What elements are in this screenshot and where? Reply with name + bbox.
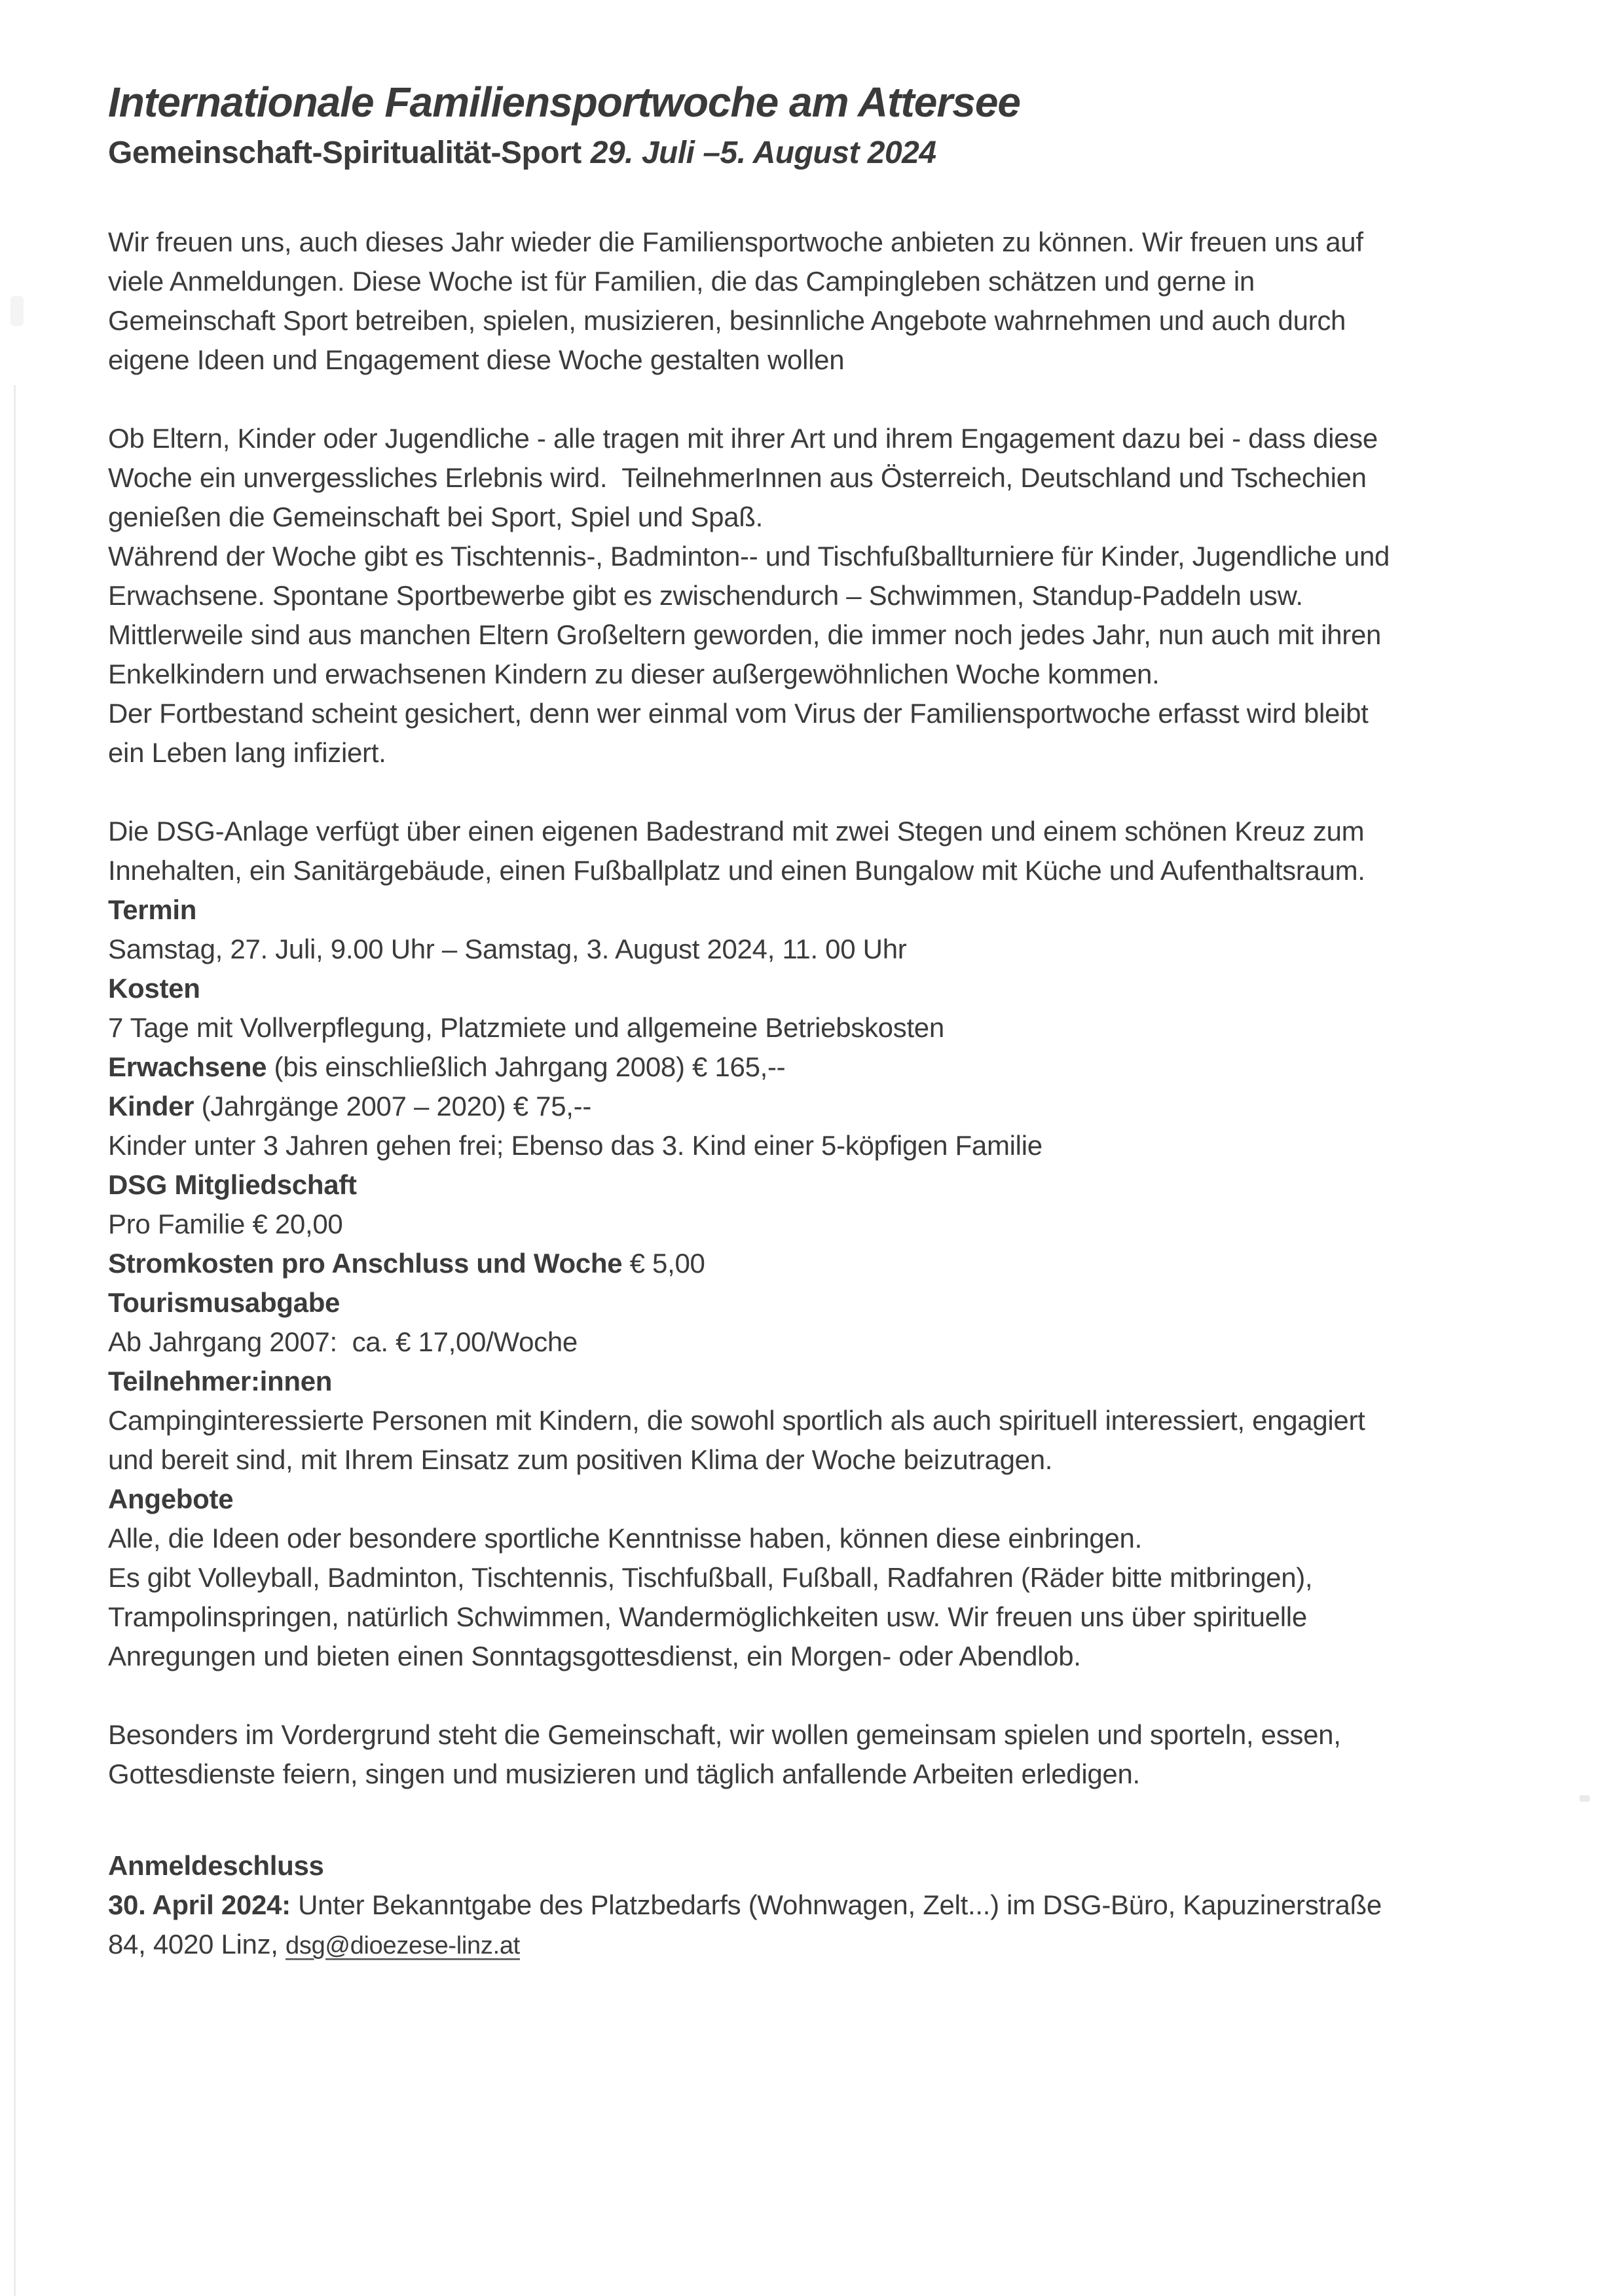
text-run: Der Fortbestand scheint gesichert, denn wer einmal vom Virus der Familiensportwoche erfasst wird bleibt: [108, 698, 1369, 729]
text-line: [108, 1362, 1559, 1401]
text-run: 7 Tage mit Vollverpflegung, Platzmiete und allgemeine Betriebskosten: [108, 1012, 944, 1043]
text-line: [108, 969, 1559, 1008]
inline-heading: Tourismusabgabe: [108, 1287, 341, 1318]
text-line: [108, 1048, 1559, 1087]
document-content: [108, 77, 1559, 2005]
text-run: Ob Eltern, Kinder oder Jugendliche - alle tragen mit ihrer Art und ihrem Engagement dazu bei - dass diese: [108, 423, 1378, 454]
text-run: Kinder unter 3 Jahren gehen frei; Ebenso das 3. Kind einer 5-köpfigen Familie: [108, 1130, 1043, 1161]
text-line: [108, 1558, 1559, 1597]
text-run: Samstag, 27. Juli, 9.00 Uhr – Samstag, 3. August 2024, 11. 00 Uhr: [108, 934, 907, 964]
text-run: viele Anmeldungen. Diese Woche ist für Familien, die das Campingleben schätzen und gerne in: [108, 266, 1255, 297]
text-run: Woche ein unvergessliches Erlebnis wird. TeilnehmerInnen aus Österreich, Deutschland und Tschechien: [108, 462, 1367, 493]
text-line: [108, 890, 1559, 930]
text-line: [108, 1322, 1559, 1362]
text-line: [108, 1755, 1559, 1794]
inline-heading: Termin: [108, 894, 197, 925]
scan-artifact-dot: [1579, 1795, 1590, 1802]
text-line: [108, 1126, 1559, 1165]
text-run: Es gibt Volleyball, Badminton, Tischtennis, Tischfußball, Fußball, Radfahren (Räder bitte mitbringen),: [108, 1562, 1313, 1593]
text-run: € 5,00: [622, 1248, 705, 1279]
text-line: [108, 1715, 1559, 1755]
document-title: Internationale Familiensportwoche am Attersee: [108, 79, 1020, 126]
inline-heading: Stromkosten pro Anschluss und Woche: [108, 1248, 623, 1279]
text-line: [108, 812, 1559, 851]
text-line: [108, 733, 1559, 773]
text-run: Enkelkindern und erwachsenen Kindern zu dieser außergewöhnlichen Woche kommen.: [108, 659, 1160, 689]
text-line: [108, 930, 1559, 969]
text-line: [108, 1637, 1559, 1676]
text-run: und bereit sind, mit Ihrem Einsatz zum positiven Klima der Woche beizutragen.: [108, 1444, 1053, 1475]
inline-heading: Angebote: [108, 1484, 234, 1514]
inline-heading: Anmeldeschluss: [108, 1850, 324, 1881]
text-line: [108, 1087, 1559, 1126]
text-line: [108, 694, 1559, 733]
subtitle-label: Gemeinschaft-Spiritualität-Sport: [108, 136, 581, 170]
inline-heading: DSG Mitgliedschaft: [108, 1169, 357, 1200]
scan-artifact-smudge: [10, 296, 24, 326]
text-run: (bis einschließlich Jahrgang 2008) € 165,--: [267, 1051, 786, 1082]
text-line: [108, 1244, 1559, 1283]
inline-heading: Kosten: [108, 973, 200, 1004]
text-run: Alle, die Ideen oder besondere sportliche Kenntnisse haben, können diese einbringen.: [108, 1523, 1142, 1554]
text-line: [108, 1925, 1559, 1965]
inline-heading: Teilnehmer:innen: [108, 1366, 333, 1396]
text-run: Während der Woche gibt es Tischtennis-, Badminton-- und Tischfußballturniere für Kinder, Jugendliche und: [108, 541, 1390, 572]
text-run: (Jahrgänge 2007 – 2020) € 75,--: [194, 1091, 592, 1121]
text-line: [108, 537, 1559, 576]
text-run: Anregungen und bieten einen Sonntagsgottesdienst, ein Morgen- oder Abendlob.: [108, 1641, 1081, 1671]
subtitle-dates: 29. Juli –5. August 2024: [590, 136, 936, 170]
text-line: [108, 615, 1559, 655]
text-run: Erwachsene. Spontane Sportbewerbe gibt es zwischendurch – Schwimmen, Standup-Paddeln usw.: [108, 580, 1303, 611]
text-run: genießen die Gemeinschaft bei Sport, Spiel und Spaß.: [108, 501, 764, 532]
text-line: [108, 262, 1559, 301]
text-line: [108, 1846, 1559, 1886]
text-run: Die DSG-Anlage verfügt über einen eigenen Badestrand mit zwei Stegen und einem schönen Kreuz zum: [108, 816, 1365, 847]
text-run: Gottesdienste feiern, singen und musizieren und täglich anfallende Arbeiten erledigen.: [108, 1758, 1140, 1789]
text-run: Trampolinspringen, natürlich Schwimmen, Wandermöglichkeiten usw. Wir freuen uns über spirituelle: [108, 1601, 1307, 1632]
text-run: Mittlerweile sind aus manchen Eltern Großeltern geworden, die immer noch jedes Jahr, nun auch mit ihren: [108, 619, 1382, 650]
text-line: [108, 1008, 1559, 1048]
text-run: 84, 4020 Linz,: [108, 1929, 286, 1959]
paragraph-details: [108, 812, 1559, 1676]
text-run: eigene Ideen und Engagement diese Woche gestalten wollen: [108, 344, 845, 375]
email-link[interactable]: dsg@dioezese-linz.at: [286, 1932, 520, 1959]
text-line: [108, 1519, 1559, 1558]
inline-heading: Kinder: [108, 1091, 194, 1121]
text-line: [108, 1205, 1559, 1244]
paragraph-focus: [108, 1715, 1559, 1794]
text-line: [108, 1440, 1559, 1480]
paragraph-intro: [108, 223, 1559, 380]
text-line: [108, 1480, 1559, 1519]
text-run: Unter Bekanntgabe des Platzbedarfs (Wohnwagen, Zelt...) im DSG-Büro, Kapuzinerstraße: [290, 1889, 1382, 1920]
inline-heading: Erwachsene: [108, 1051, 267, 1082]
text-line: [108, 223, 1559, 262]
text-line: [108, 419, 1559, 458]
text-run: Ab Jahrgang 2007: ca. € 17,00/Woche: [108, 1326, 578, 1357]
text-line: [108, 1165, 1559, 1205]
paragraph-community: [108, 419, 1559, 773]
text-run: Innehalten, ein Sanitärgebäude, einen Fußballplatz und einen Bungalow mit Küche und Aufenthaltsraum.: [108, 855, 1365, 886]
text-line: [108, 1401, 1559, 1440]
text-line: [108, 301, 1559, 340]
scan-artifact-left-line: [14, 385, 16, 2296]
text-line: [108, 576, 1559, 615]
text-line: [108, 1597, 1559, 1637]
inline-heading: 30. April 2024:: [108, 1889, 291, 1920]
text-line: [108, 655, 1559, 694]
text-line: [108, 1283, 1559, 1322]
text-run: Besonders im Vordergrund steht die Gemeinschaft, wir wollen gemeinsam spielen und sporteln, essen,: [108, 1719, 1341, 1750]
paragraph-deadline: [108, 1846, 1559, 1965]
text-line: [108, 340, 1559, 380]
text-line: [108, 1886, 1559, 1925]
text-run: Wir freuen uns, auch dieses Jahr wieder die Familiensportwoche anbieten zu können. Wir freuen uns auf: [108, 227, 1363, 257]
text-line: [108, 851, 1559, 890]
text-line: [108, 498, 1559, 537]
text-run: ein Leben lang infiziert.: [108, 737, 386, 768]
text-run: Gemeinschaft Sport betreiben, spielen, musizieren, besinnliche Angebote wahrnehmen und auch durch: [108, 305, 1346, 336]
text-run: Campinginteressierte Personen mit Kindern, die sowohl sportlich als auch spirituell interessiert, engagiert: [108, 1405, 1365, 1436]
text-line: [108, 458, 1559, 498]
document-subtitle: [108, 135, 1559, 172]
text-run: Pro Familie € 20,00: [108, 1209, 343, 1239]
